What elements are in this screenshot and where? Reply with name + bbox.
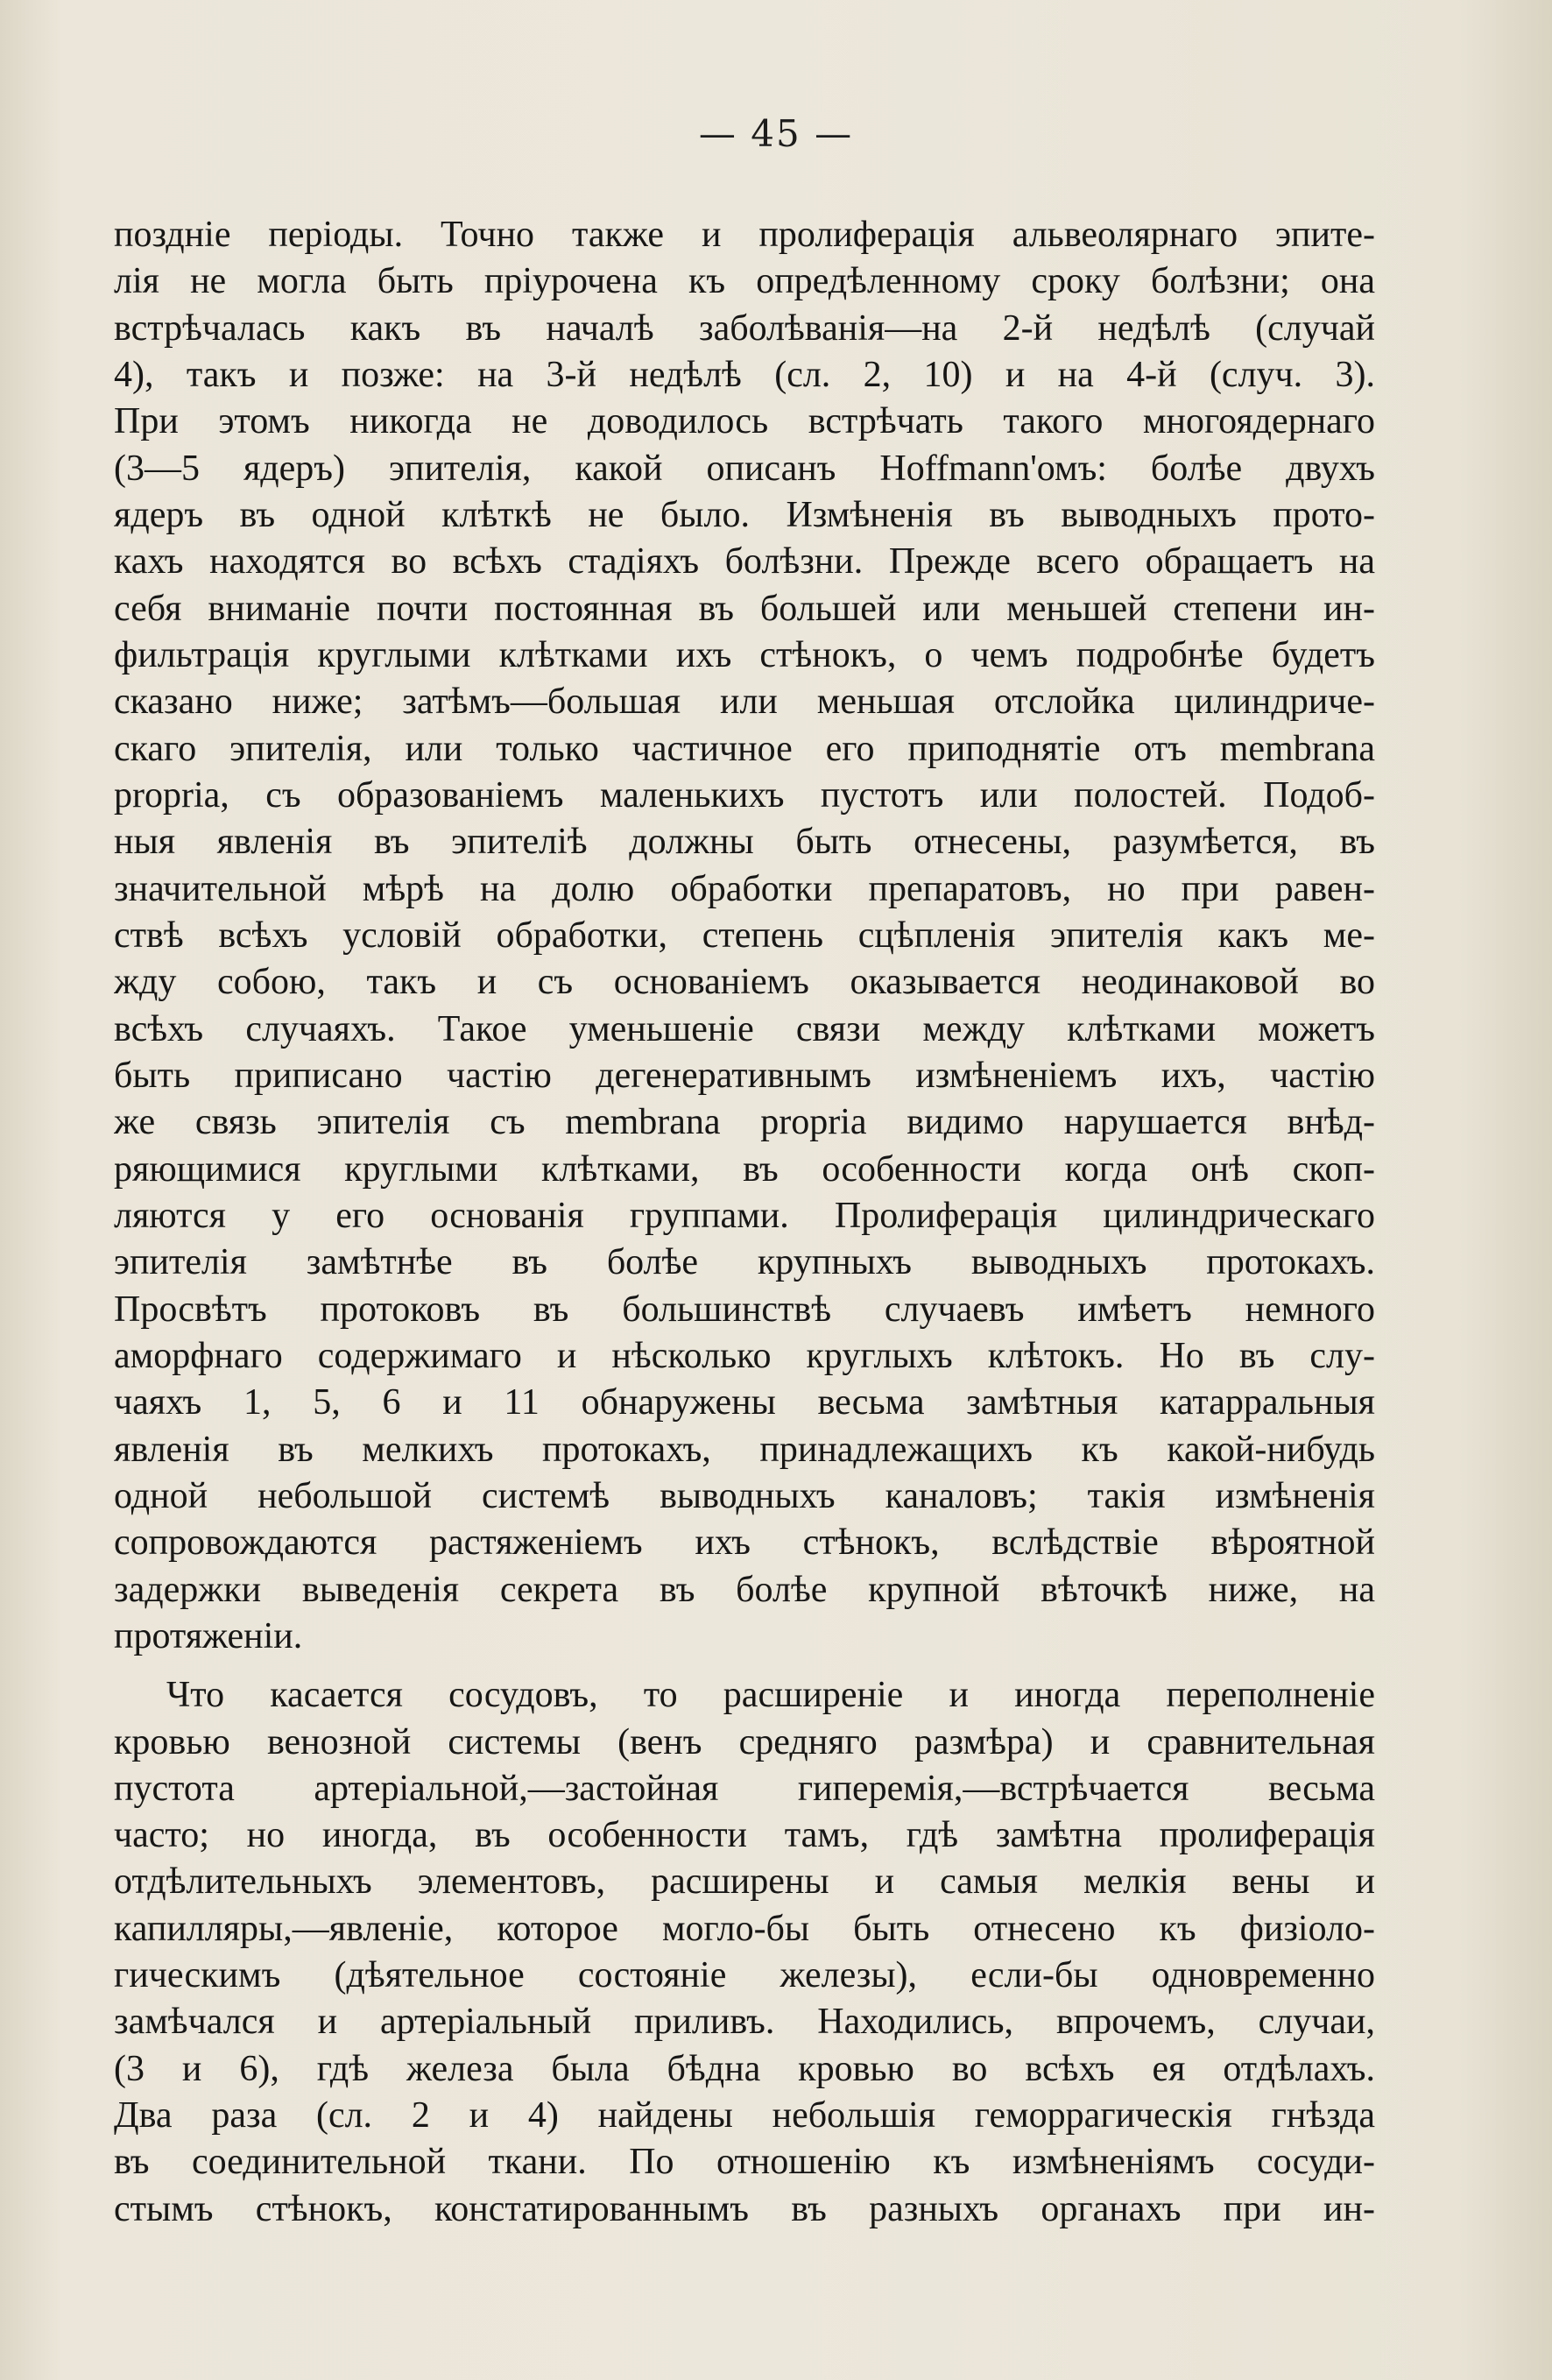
text-line: ляются у его основанія группами. Пролиферація цилиндрическаго: [114, 1195, 1375, 1236]
text-line: протяженіи.: [114, 1615, 303, 1656]
text-line: ныя явленія въ эпителіѣ должны быть отнесены, разумѣется, въ: [114, 822, 1375, 863]
text-line: одной небольшой системѣ выводныхъ каналовъ; такія измѣненія: [114, 1475, 1375, 1516]
text-line: (3—5 ядеръ) эпителія, какой описанъ Hoffmann'омъ: болѣе двухъ: [114, 448, 1375, 489]
text-line: Два раза (сл. 2 и 4) найдены небольшія геморрагическія гнѣзда: [114, 2095, 1375, 2136]
text-line: сказано ниже; затѣмъ—большая или меньшая отслойка цилиндриче-: [114, 682, 1375, 723]
text-line: кахъ находятся во всѣхъ стадіяхъ болѣзни. Прежде всего обращаетъ на: [114, 541, 1375, 583]
page-number: — 45 —: [698, 112, 854, 155]
text-line: сопровождаются растяженіемъ ихъ стѣнокъ, вслѣдствіе вѣроятной: [114, 1522, 1375, 1564]
text-line: аморфнаго содержимаго и нѣсколько круглыхъ клѣтокъ. Но въ слу-: [114, 1335, 1375, 1376]
text-line: propria, съ образованіемъ маленькихъ пустотъ или полостей. Подоб-: [114, 774, 1375, 816]
text-line: всѣхъ случаяхъ. Такое уменьшеніе связи между клѣтками можетъ: [114, 1008, 1375, 1049]
text-line: 4), такъ и позже: на 3-й недѣлѣ (сл. 2, 10) и на 4-й (случ. 3).: [114, 354, 1375, 395]
text-line: стымъ стѣнокъ, констатированнымъ въ разныхъ органахъ при ин-: [114, 2188, 1375, 2229]
text-line: лія не могла быть пріурочена къ опредѣленному сроку болѣзни; она: [114, 261, 1375, 302]
text-line: явленія въ мелкихъ протокахъ, принадлежащихъ къ какой-нибудь: [114, 1429, 1375, 1470]
paragraph-1: [114, 212, 1375, 1660]
text-line: Просвѣтъ протоковъ въ большинствѣ случаевъ имѣетъ немного: [114, 1289, 1375, 1330]
text-line: поздніе періоды. Точно также и пролиферація альвеолярнаго эпите-: [114, 215, 1375, 255]
text-line: замѣчался и артеріальный приливъ. Находились, впрочемъ, случаи,: [114, 2002, 1375, 2043]
text-line: отдѣлительныхъ элементовъ, расширены и самыя мелкія вены и: [114, 1861, 1375, 1903]
text-line: гическимъ (дѣятельное состояніе железы), если-бы одновременно: [114, 1955, 1375, 1996]
text-line: (3 и 6), гдѣ железа была бѣдна кровью во всѣхъ ея отдѣлахъ.: [114, 2048, 1375, 2089]
text-line: ряющимися круглыми клѣтками, въ особенности когда онѣ скоп-: [114, 1148, 1375, 1190]
text-line: быть приписано частію дегенеративнымъ измѣненіемъ ихъ, частію: [114, 1055, 1375, 1096]
text-line: скаго эпителія, или только частичное его приподнятіе отъ membrana: [114, 728, 1375, 769]
text-line: Что касается сосудовъ, то расширеніе и иногда переполненіе: [166, 1675, 1375, 1716]
text-line: фильтрація круглыми клѣтками ихъ стѣнокъ, о чемъ подробнѣе будетъ: [114, 634, 1375, 675]
text-line: пустота артеріальной,—застойная гиперемія,—встрѣчается весьма: [114, 1768, 1375, 1809]
text-line: эпителія замѣтнѣе въ болѣе крупныхъ выводныхъ протокахъ.: [114, 1242, 1375, 1283]
text-line: жду собою, такъ и съ основаніемъ оказывается неодинаковой во: [114, 962, 1375, 1003]
text-line: капилляры,—явленіе, которое могло-бы быть отнесено къ физіоло-: [114, 1908, 1375, 1949]
text-line: въ соединительной ткани. По отношенію къ измѣненіямъ сосуди-: [114, 2142, 1375, 2183]
text-line: ствѣ всѣхъ условій обработки, степень сцѣпленія эпителія какъ ме-: [114, 915, 1375, 956]
text-line: встрѣчалась какъ въ началѣ заболѣванія—на 2-й недѣлѣ (случай: [114, 307, 1375, 349]
text-line: ядеръ въ одной клѣткѣ не было. Измѣненія въ выводныхъ прото-: [114, 494, 1375, 535]
text-line: часто; но иногда, въ особенности тамъ, гдѣ замѣтна пролиферація: [114, 1815, 1375, 1856]
text-line: кровью венозной системы (венъ средняго размѣра) и сравнительная: [114, 1721, 1375, 1762]
text-line: значительной мѣрѣ на долю обработки препаратовъ, но при равен-: [114, 868, 1375, 909]
text-line: задержки выведенія секрета въ болѣе крупной вѣточкѣ ниже, на: [114, 1569, 1375, 1610]
text-line: чаяхъ 1, 5, 6 и 11 обнаружены весьма замѣтныя катарральныя: [114, 1382, 1375, 1423]
text-line: себя вниманіе почти постоянная въ большей или меньшей степени ин-: [114, 588, 1375, 629]
text-line: же связь эпителія съ membrana propria видимо нарушается внѣд-: [114, 1102, 1375, 1143]
body-text: [114, 212, 1375, 2233]
text-line: При этомъ никогда не доводилось встрѣчать такого многоядернаго: [114, 401, 1375, 442]
paragraph-2: [114, 1672, 1375, 2233]
